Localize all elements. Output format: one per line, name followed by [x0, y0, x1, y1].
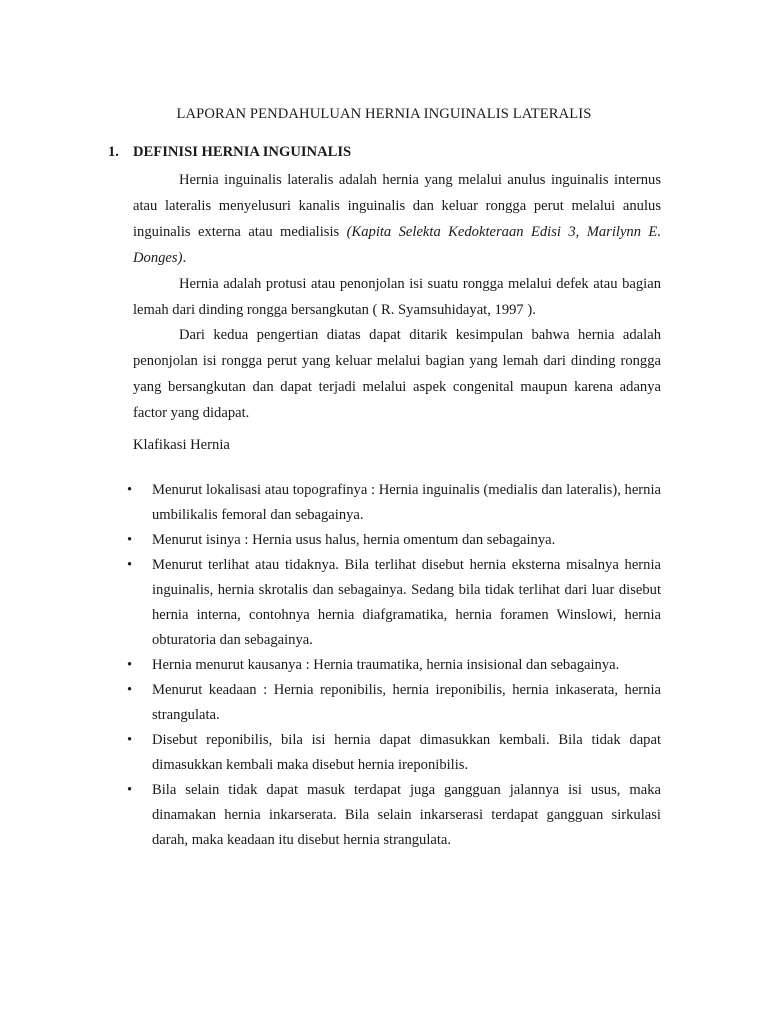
paragraph-protusi: Hernia adalah protusi atau penonjolan isi suatu rongga melalui defek atau bagian lemah dari dinding rongga bersangkutan ( R. Syamsuhidayat, 1997 ). — [133, 276, 661, 318]
paragraph-definition-text: Hernia inguinalis lateralis adalah hernia yang melalui anulus inguinalis internus atau lateralis menyelusuri kanalis inguinalis dan keluar rongga perut melalui anulus inguinalis externa atau medialisis — [133, 172, 661, 240]
bullet-icon: • — [127, 682, 133, 698]
bullet-icon: • — [127, 732, 133, 748]
paragraph-definition-tail: . — [182, 250, 187, 266]
list-item-text: Hernia menurut kausanya : Hernia traumatika, hernia insisional dan sebagainya. — [152, 657, 620, 673]
section-heading — [108, 144, 351, 161]
list-item — [127, 678, 661, 728]
paragraph-conclusion: Dari kedua pengertian diatas dapat ditarik kesimpulan bahwa hernia adalah penonjolan isi rongga perut yang keluar melalui bagian yang lemah dari dinding rongga yang bersangkutan dan dapat terjadi melalui aspek congenital maupun karena adanya factor yang didapat. — [133, 327, 661, 421]
classification-list — [127, 478, 661, 853]
paragraph-citation: (Kapita Selekta Kedokteraan Edisi 3, Marilynn E. Donges) — [133, 224, 661, 266]
list-item — [127, 778, 661, 853]
list-item-text: Bila selain tidak dapat masuk terdapat juga gangguan jalannya isi usus, maka dinamakan hernia inkarserata. Bila selain inkarserasi terdapat gangguan sirkulasi darah, maka keadaan itu disebut hernia strangulata. — [152, 782, 661, 848]
section-number: 1. — [108, 144, 119, 160]
classification-heading: Klafikasi Hernia — [133, 437, 230, 453]
list-item-text: Menurut keadaan : Hernia reponibilis, hernia ireponibilis, hernia inkaserata, hernia strangulata. — [152, 682, 661, 723]
list-item-text: Menurut isinya : Hernia usus halus, hernia omentum dan sebagainya. — [152, 532, 556, 548]
list-item — [127, 478, 661, 528]
document-title: LAPORAN PENDAHULUAN HERNIA INGUINALIS LATERALIS — [176, 106, 592, 122]
bullet-icon: • — [127, 782, 133, 798]
bullet-icon: • — [127, 557, 133, 573]
list-item — [127, 528, 661, 553]
section-heading-text: DEFINISI HERNIA INGUINALIS — [133, 144, 352, 160]
list-item-text: Menurut lokalisasi atau topografinya : Hernia inguinalis (medialis dan lateralis), hernia umbilikalis femoral dan sebagainya. — [152, 482, 661, 523]
paragraph-definition — [133, 167, 661, 271]
list-item-text: Disebut reponibilis, bila isi hernia dapat dimasukkan kembali. Bila tidak dapat dimasukkan kembali maka disebut hernia ireponibilis. — [152, 732, 661, 773]
bullet-icon: • — [127, 482, 133, 498]
bullet-icon: • — [127, 532, 133, 548]
list-item — [127, 553, 661, 653]
bullet-icon: • — [127, 657, 133, 673]
list-item — [127, 653, 661, 678]
list-item-text: Menurut terlihat atau tidaknya. Bila terlihat disebut hernia eksterna misalnya hernia inguinalis, hernia skrotalis dan sebagainya. Sedang bila tidak terlihat dari luar disebut hernia interna, contohnya hernia diafgramatika, hernia foramen Winslowi, hernia obturatoria dan sebagainya. — [152, 557, 661, 648]
list-item — [127, 728, 661, 778]
